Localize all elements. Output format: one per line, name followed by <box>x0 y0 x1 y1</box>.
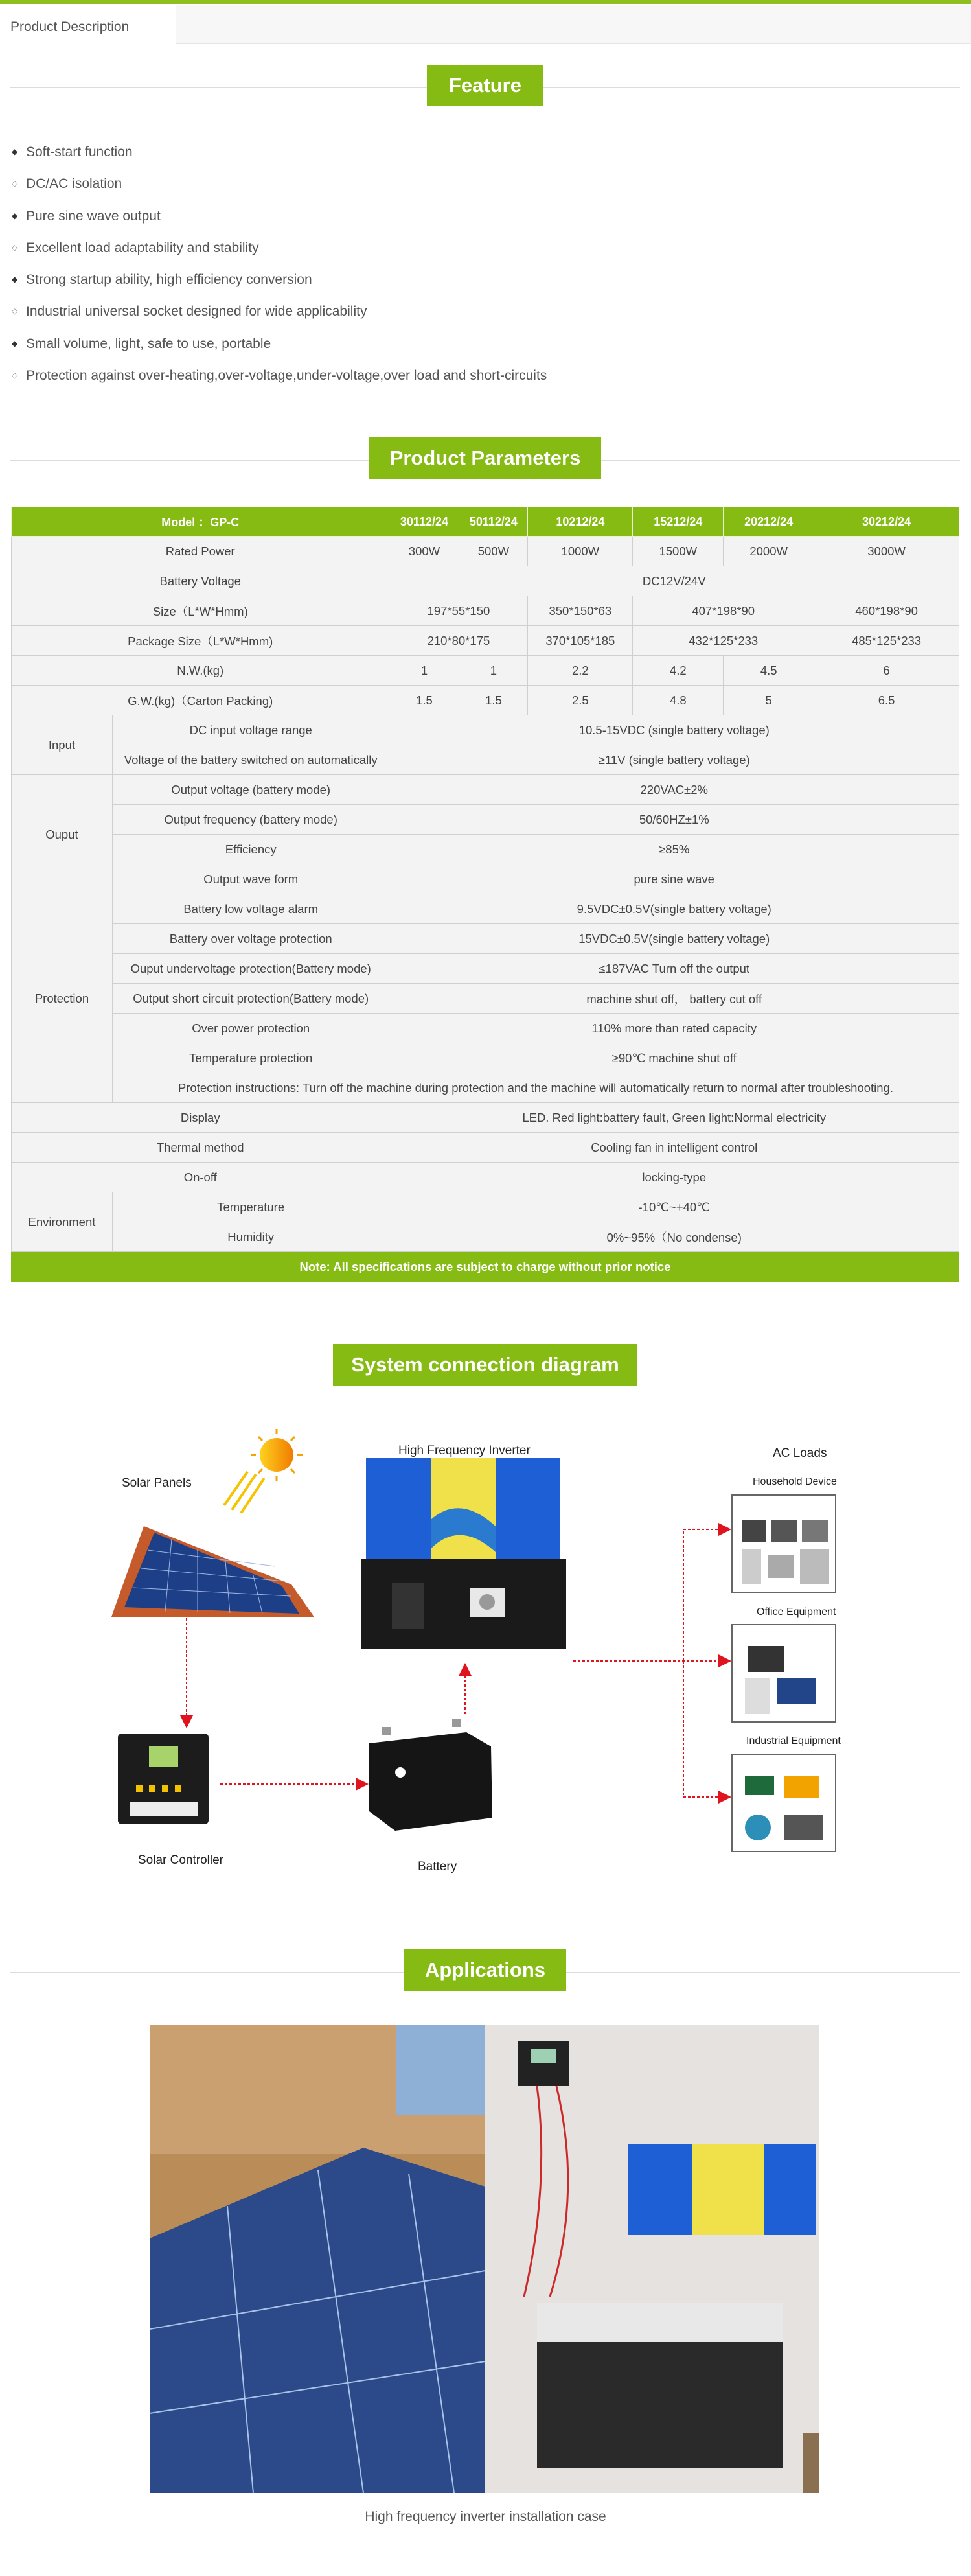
label-inverter: High Frequency Inverter <box>398 1444 531 1457</box>
installation-photo-solar-panel <box>150 2025 485 2493</box>
installation-photo-inverter <box>485 2025 819 2493</box>
bullet-icon: ◇ <box>12 307 18 316</box>
feature-section-header <box>10 65 960 110</box>
specifications-note: Note: All specifications are subject to charge without prior notice <box>12 1252 959 1282</box>
label-office: Office Equipment <box>757 1607 836 1618</box>
feature-item: ◇ Excellent load adaptability and stability <box>12 232 547 264</box>
header-cell: 30112/24 <box>389 507 459 537</box>
sun-icon <box>224 1429 303 1513</box>
header-cell: 50112/24 <box>459 507 528 537</box>
feature-heading: Feature <box>427 65 543 106</box>
applications-caption: High frequency inverter installation case <box>365 2509 606 2524</box>
feature-item: ◇ Industrial universal socket designed for wide applicability <box>12 296 547 327</box>
bullet-icon: ◇ <box>12 179 18 189</box>
table-row: G.W.(kg)（Carton Packing) 1.5 1.5 2.5 4.8 5 6.5 <box>12 686 959 715</box>
table-row: Ouput Output voltage (battery mode) 220VAC±2% <box>12 775 959 805</box>
office-equipment-icon <box>732 1625 836 1722</box>
header-cell: 15212/24 <box>633 507 724 537</box>
battery-icon <box>369 1719 492 1831</box>
inverter-icon <box>361 1458 566 1649</box>
bullet-icon: ◇ <box>12 371 18 380</box>
bullet-icon: ◇ <box>12 242 18 252</box>
table-row: Battery over voltage protection 15VDC±0.5V(single battery voltage) <box>12 924 959 954</box>
params-heading: Product Parameters <box>369 437 601 479</box>
table-row <box>12 1073 959 1103</box>
system-connection-diagram <box>97 1422 874 1876</box>
label-ac-loads: AC Loads <box>773 1446 827 1460</box>
feature-item: ◆ Small volume, light, safe to use, portable <box>12 328 547 360</box>
industrial-equipment-icon <box>732 1754 836 1851</box>
table-row: Over power protection 110% more than rated capacity <box>12 1014 959 1043</box>
header-cell: 20212/24 <box>724 507 814 537</box>
table-row: Input DC input voltage range 10.5-15VDC (single battery voltage) <box>12 715 959 745</box>
table-row: On-off locking-type <box>12 1163 959 1192</box>
bullet-icon: ◆ <box>12 275 18 284</box>
table-row: Voltage of the battery switched on automatically ≥11V (single battery voltage) <box>12 745 959 775</box>
table-row: Size（L*W*Hmm) 197*55*150 350*150*63 407*198*90 460*198*90 <box>12 596 959 626</box>
table-row: Output wave form pure sine wave <box>12 864 959 894</box>
feature-list <box>12 136 547 391</box>
header-cell: 30212/24 <box>814 507 959 537</box>
table-row: Temperature protection ≥90℃ machine shut off <box>12 1043 959 1073</box>
table-row: Output short circuit protection(Battery mode) machine shut off， battery cut off <box>12 984 959 1014</box>
table-header-row <box>12 507 959 537</box>
applications-heading: Applications <box>404 1949 566 1991</box>
params-section-header <box>10 437 960 483</box>
table-row: Output frequency (battery mode) 50/60HZ±1% <box>12 805 959 835</box>
bullet-icon: ◆ <box>12 211 18 220</box>
tab-product-description[interactable]: Product Description <box>0 5 176 45</box>
applications-section-header <box>10 1949 960 1995</box>
table-row: Battery Voltage DC12V/24V <box>12 566 959 596</box>
solar-panels-icon <box>111 1526 314 1617</box>
feature-item: ◆ Soft-start function <box>12 136 547 168</box>
label-solar-panels: Solar Panels <box>122 1476 192 1490</box>
diagram-section-header <box>10 1344 960 1389</box>
household-device-icon <box>732 1495 836 1592</box>
table-row: N.W.(kg) 1 1 2.2 4.2 4.5 6 <box>12 656 959 686</box>
bullet-icon: ◆ <box>12 147 18 156</box>
table-row: Environment Temperature -10℃~+40℃ <box>12 1192 959 1222</box>
table-row: Ouput undervoltage protection(Battery mode) ≤187VAC Turn off the output <box>12 954 959 984</box>
label-controller: Solar Controller <box>138 1853 223 1867</box>
label-battery: Battery <box>418 1860 457 1874</box>
table-row: Display LED. Red light:battery fault, Green light:Normal electricity <box>12 1103 959 1133</box>
feature-item: ◇ DC/AC isolation <box>12 168 547 200</box>
label-industrial: Industrial Equipment <box>746 1735 841 1746</box>
product-parameters-table <box>11 507 959 1282</box>
top-accent-bar <box>0 0 971 4</box>
tab-bar <box>0 5 971 44</box>
table-row: Protection Battery low voltage alarm 9.5VDC±0.5V(single battery voltage) <box>12 894 959 924</box>
group-output: Ouput <box>12 775 113 894</box>
table-row: Thermal method Cooling fan in intelligent control <box>12 1133 959 1163</box>
table-row: Package Size（L*W*Hmm) 210*80*175 370*105*185 432*125*233 485*125*233 <box>12 626 959 656</box>
table-row: Humidity 0%~95%（No condense) <box>12 1222 959 1252</box>
group-protection: Protection <box>12 894 113 1103</box>
table-row: Rated Power 300W 500W 1000W 1500W 2000W 3000W <box>12 537 959 566</box>
header-model: Model ：GP-C <box>12 507 389 537</box>
feature-item: ◆ Strong startup ability, high efficiency conversion <box>12 264 547 296</box>
group-environment: Environment <box>12 1192 113 1252</box>
group-input: Input <box>12 715 113 775</box>
table-note-row <box>12 1252 959 1282</box>
bullet-icon: ◆ <box>12 338 18 348</box>
solar-controller-icon <box>118 1734 209 1824</box>
feature-item: ◆ Pure sine wave output <box>12 200 547 232</box>
table-row: Efficiency ≥85% <box>12 835 959 864</box>
feature-item: ◇ Protection against over-heating,over-voltage,under-voltage,over load and short-circuits <box>12 360 547 391</box>
protection-instructions: Protection instructions: Turn off the machine during protection and the machine will automatically return to normal after troubleshooting. <box>112 1073 959 1103</box>
header-cell: 10212/24 <box>528 507 633 537</box>
diagram-illustration <box>97 1422 874 1876</box>
diagram-heading: System connection diagram <box>333 1344 637 1386</box>
label-household: Household Device <box>753 1476 837 1487</box>
